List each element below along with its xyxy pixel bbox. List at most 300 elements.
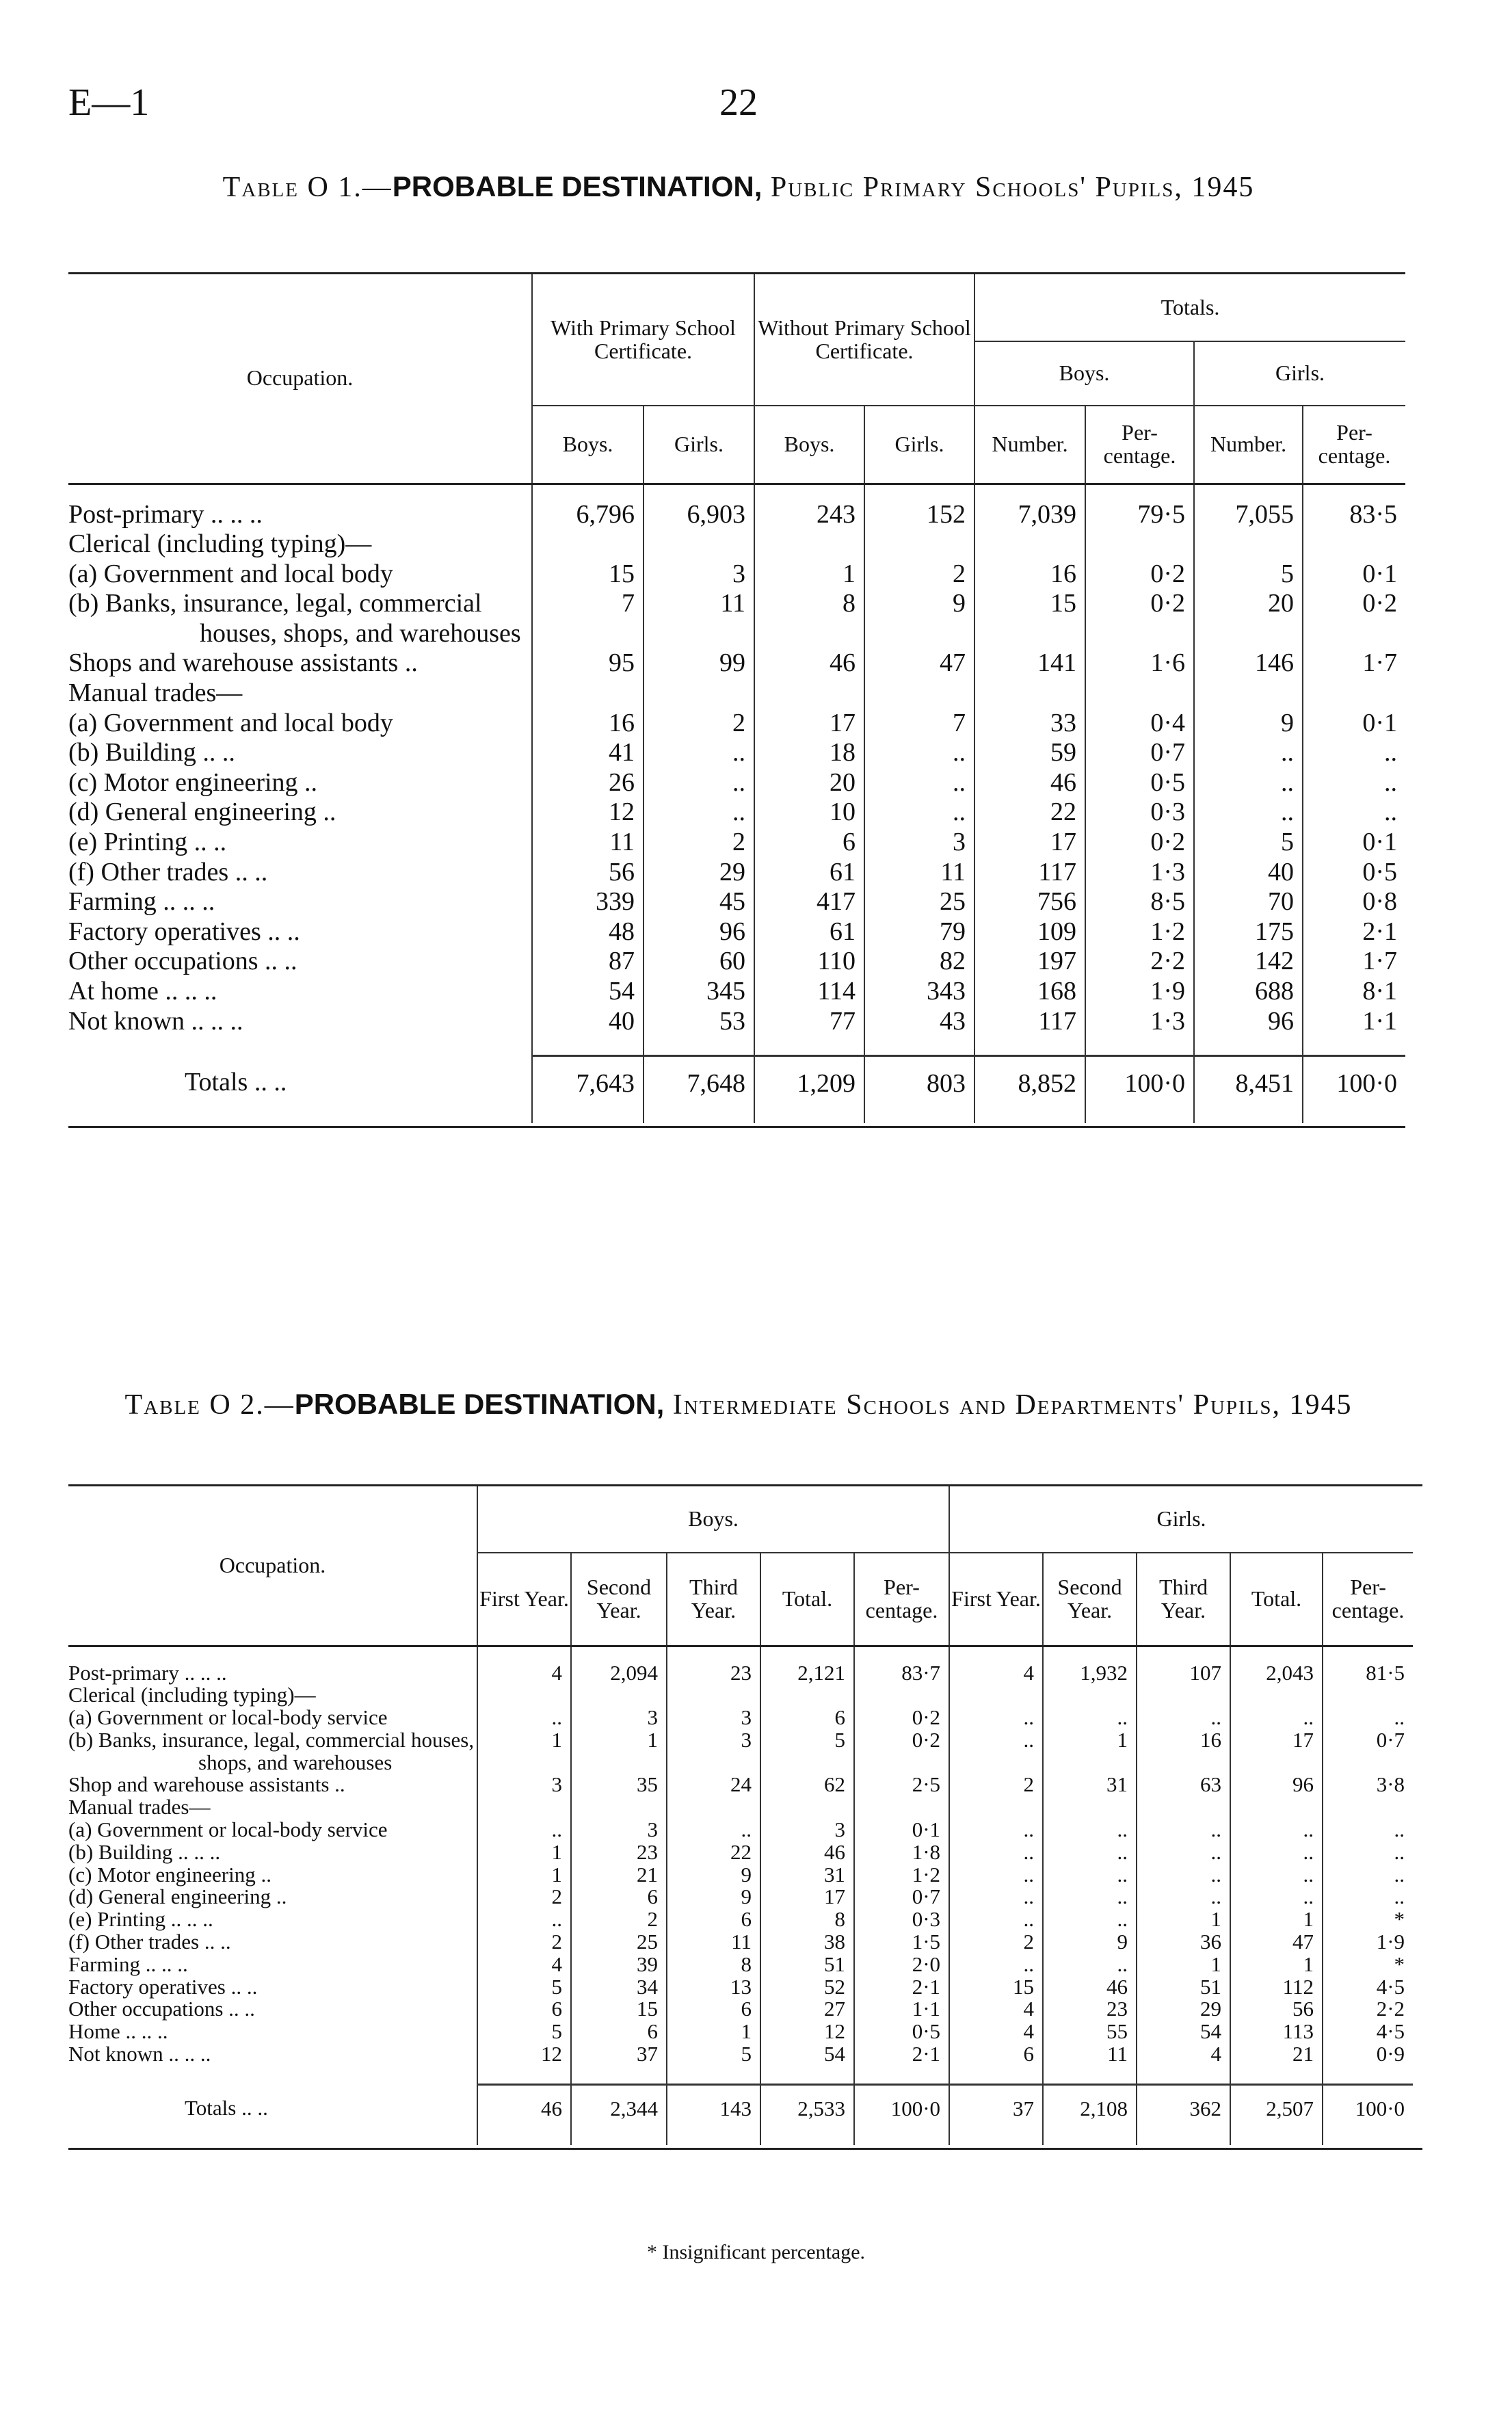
table2-cell: 3 — [667, 1729, 760, 1774]
table1-cell: 1·1 — [1303, 1007, 1405, 1037]
table2-cell: 46 — [1043, 1976, 1137, 1999]
table2-cell: .. — [1323, 1886, 1413, 1908]
table2-cell: 6 — [667, 1908, 760, 1931]
table2-cell: 13 — [667, 1976, 760, 1999]
table1-cell: 117 — [974, 1007, 1085, 1037]
table2-cell: .. — [1043, 1707, 1137, 1729]
table2-cell: .. — [949, 1908, 1043, 1931]
table1-row — [68, 947, 1405, 977]
table2-cell — [571, 1796, 667, 1819]
table1-cell: 1·7 — [1303, 648, 1405, 679]
table2-row-label: Other occupations .. .. — [68, 1997, 255, 2021]
table1-row — [68, 560, 1405, 590]
table1-cell — [1194, 679, 1303, 709]
table2-cell: 96 — [1230, 1774, 1323, 1796]
table2-cell: 63 — [1137, 1774, 1230, 1796]
table2-cell: 2 — [571, 1908, 667, 1931]
table1-cell — [754, 679, 864, 709]
table2-cell — [1230, 1684, 1323, 1707]
table2-cell: 113 — [1230, 2021, 1323, 2043]
table1-cell — [974, 529, 1085, 560]
table2-cell: 52 — [760, 1976, 854, 1999]
table1-cell: 16 — [532, 709, 644, 739]
table1-row — [68, 709, 1405, 739]
table2-cell: .. — [1230, 1886, 1323, 1908]
table2-subheader: Total. — [1230, 1553, 1323, 1646]
table1-row-label: Farming .. .. .. — [68, 887, 215, 917]
table2-cell: .. — [667, 1819, 760, 1841]
table1-subheader: Number. — [1194, 406, 1303, 484]
table1-cell: 8 — [754, 589, 864, 648]
table2-cell: .. — [1043, 1908, 1137, 1931]
table2-spacer-cell — [760, 1646, 854, 1662]
table1-cell: 1·7 — [1303, 947, 1405, 977]
table2-cell: .. — [1230, 1819, 1323, 1841]
table1-spacer-cell — [644, 1036, 754, 1055]
table2-spacer-cell — [854, 2066, 949, 2085]
table2-cell: 1 — [667, 2021, 760, 2043]
table1-cell: .. — [1194, 768, 1303, 798]
table1-header-totals-girls: Girls. — [1194, 341, 1405, 406]
table2-cell: .. — [949, 1819, 1043, 1841]
table1-totals-label: Totals .. .. — [185, 1068, 287, 1097]
table1-cell: 25 — [864, 887, 974, 917]
table1-subheader: Per-centage. — [1303, 406, 1405, 484]
table1-row — [68, 1007, 1405, 1037]
table2-totals-cell: 100·0 — [1323, 2085, 1413, 2145]
table1-header-totals: Totals. — [974, 274, 1405, 341]
table2-cell: 21 — [1230, 2043, 1323, 2066]
table2-subheader: Second Year. — [1043, 1553, 1137, 1646]
table2-totals-cell: 2,507 — [1230, 2085, 1323, 2145]
table1-row-label: Other occupations .. .. — [68, 947, 297, 976]
table1-cell: 0·2 — [1085, 828, 1194, 858]
table1-cell: 54 — [532, 977, 644, 1007]
table2-spacer-cell — [1137, 1646, 1230, 1662]
table1-cell: 96 — [644, 917, 754, 947]
table2-cell — [854, 1684, 949, 1707]
table2-spacer-cell — [667, 1646, 760, 1662]
table1-cell: 5 — [1194, 560, 1303, 590]
table2-cell: 2,094 — [571, 1662, 667, 1685]
table1-cell: 41 — [532, 738, 644, 768]
table2-cell — [1137, 1684, 1230, 1707]
table1-cell: 99 — [644, 648, 754, 679]
table2-row — [68, 1908, 1413, 1931]
table2-subheader: First Year. — [949, 1553, 1043, 1646]
table2-cell: 3·8 — [1323, 1774, 1413, 1796]
table2-row-label: Clerical (including typing)— — [68, 1683, 316, 1707]
table2-cell: .. — [1043, 1819, 1137, 1841]
table2-cell: .. — [1137, 1841, 1230, 1864]
table2-cell: .. — [1137, 1819, 1230, 1841]
table2-cell: 4 — [949, 2021, 1043, 2043]
table2-cell — [1323, 1796, 1413, 1819]
table2-cell: 51 — [760, 1954, 854, 1976]
table2-totals-cell: 37 — [949, 2085, 1043, 2145]
table2-cell: 55 — [1043, 2021, 1137, 2043]
table2-totals-cell: 2,108 — [1043, 2085, 1137, 2145]
table1-cell: 87 — [532, 947, 644, 977]
table2-spacer-cell — [854, 1646, 949, 1662]
table1-cell: 142 — [1194, 947, 1303, 977]
table2-cell — [854, 1796, 949, 1819]
table2-cell: 22 — [667, 1841, 760, 1864]
table1-cell: .. — [1194, 738, 1303, 768]
table1-cell: 197 — [974, 947, 1085, 977]
table2-row-label: Home .. .. .. — [68, 2019, 168, 2044]
table2-spacer-cell — [1230, 1646, 1323, 1662]
table2-row — [68, 2021, 1413, 2043]
table2-totals-cell: 100·0 — [854, 2085, 949, 2145]
table2-cell: 23 — [1043, 1998, 1137, 2021]
table1-totals-cell: 100·0 — [1303, 1055, 1405, 1123]
table1-row — [68, 858, 1405, 888]
table2-cell: 27 — [760, 1998, 854, 2021]
table1-spacer-cell — [1303, 484, 1405, 500]
table2-cell: 6 — [477, 1998, 571, 2021]
table2-cell: 16 — [1137, 1729, 1230, 1774]
table2-cell: 23 — [667, 1662, 760, 1685]
table2-row — [68, 1707, 1413, 1729]
table2-cell: 0·3 — [854, 1908, 949, 1931]
table2-cell — [667, 1796, 760, 1819]
table1-header-occupation: Occupation. — [246, 365, 354, 391]
table1-cell: 1·6 — [1085, 648, 1194, 679]
table2-cell: .. — [1323, 1841, 1413, 1864]
table1-cell: 0·1 — [1303, 560, 1405, 590]
table1-spacer-cell — [1303, 1036, 1405, 1055]
table1-cell — [1194, 529, 1303, 560]
table1-cell: 8·5 — [1085, 887, 1194, 917]
table2-spacer-cell — [1230, 2066, 1323, 2085]
table2-row — [68, 1841, 1413, 1864]
table2-cell: 38 — [760, 1931, 854, 1954]
table2-row — [68, 1864, 1413, 1887]
table2-cell: 1 — [1043, 1729, 1137, 1774]
table1-cell: 46 — [974, 768, 1085, 798]
table2-spacer-cell — [477, 1646, 571, 1662]
table2-cell: 2 — [949, 1931, 1043, 1954]
table1-cell: 53 — [644, 1007, 754, 1037]
table1 — [68, 274, 1405, 1123]
table2-cell: .. — [949, 1886, 1043, 1908]
table2-cell: 21 — [571, 1864, 667, 1887]
table1-cell: .. — [644, 738, 754, 768]
table1-title-bold: PROBABLE DESTINATION, — [392, 170, 762, 202]
table1-subheader: Number. — [974, 406, 1085, 484]
table1-row-label: (e) Printing .. .. — [68, 828, 227, 857]
table1-cell: 11 — [532, 828, 644, 858]
table2-cell: .. — [1137, 1864, 1230, 1887]
table2-cell: 4·5 — [1323, 1976, 1413, 1999]
table2-cell: .. — [949, 1707, 1043, 1729]
table1-cell: 7 — [532, 589, 644, 648]
table2-title-prefix: Table O 2.— — [124, 1389, 295, 1421]
table1-cell: 1·3 — [1085, 858, 1194, 888]
table1-cell: 146 — [1194, 648, 1303, 679]
table2-cell: 0·5 — [854, 2021, 949, 2043]
table2-cell: 47 — [1230, 1931, 1323, 1954]
table1-bottom-rule — [68, 1126, 1405, 1128]
table1-cell: 0·2 — [1085, 560, 1194, 590]
table1-cell: 26 — [532, 768, 644, 798]
table1-row — [68, 828, 1405, 858]
table1-cell: 17 — [754, 709, 864, 739]
table1-cell: 117 — [974, 858, 1085, 888]
table2-cell: .. — [1043, 1864, 1137, 1887]
table2-cell: 2,043 — [1230, 1662, 1323, 1685]
table2-cell: 12 — [760, 2021, 854, 2043]
table1-cell: 2·1 — [1303, 917, 1405, 947]
table1-cell: 110 — [754, 947, 864, 977]
table2-cell — [667, 1684, 760, 1707]
table1-totals-cell: 8,852 — [974, 1055, 1085, 1123]
table1-cell: 2 — [644, 709, 754, 739]
table2-header-boys: Boys. — [477, 1486, 949, 1553]
table1-cell: 417 — [754, 887, 864, 917]
table1-cell: .. — [644, 768, 754, 798]
table2-subheader: Third Year. — [667, 1553, 760, 1646]
table2-row-label: (d) General engineering .. — [68, 1884, 287, 1909]
table2-cell: .. — [1137, 1886, 1230, 1908]
table1-spacer-cell — [974, 484, 1085, 500]
table2-cell: 17 — [1230, 1729, 1323, 1774]
table2-cell: 6 — [667, 1998, 760, 2021]
table1-cell: 46 — [754, 648, 864, 679]
table2-cell: 0·1 — [854, 1819, 949, 1841]
table1-cell: 45 — [644, 887, 754, 917]
table2-cell: .. — [1230, 1841, 1323, 1864]
table1-cell: 343 — [864, 977, 974, 1007]
table1-cell: 79·5 — [1085, 500, 1194, 530]
table1-row — [68, 977, 1405, 1007]
table2-title — [68, 1387, 1409, 1422]
table2-cell: .. — [1230, 1707, 1323, 1729]
table1-row-label: Factory operatives .. .. — [68, 917, 300, 946]
table1-subheader: Girls. — [644, 406, 754, 484]
table2-cell: 17 — [760, 1886, 854, 1908]
table1-spacer-cell — [1085, 1036, 1194, 1055]
table1-totals-cell: 7,643 — [532, 1055, 644, 1123]
table1-cell: 22 — [974, 798, 1085, 828]
table1-cell: 40 — [1194, 858, 1303, 888]
table1-cell: 11 — [864, 858, 974, 888]
table2-spacer-cell — [949, 1646, 1043, 1662]
table1-row — [68, 887, 1405, 917]
table1-cell: 345 — [644, 977, 754, 1007]
table2-cell: 5 — [477, 2021, 571, 2043]
table2-cell: .. — [949, 1954, 1043, 1976]
table2-footnote: * Insignificant percentage. — [646, 2241, 866, 2263]
table2-row-label: Factory operatives .. .. — [68, 1974, 258, 1999]
table2-cell: 2·0 — [854, 1954, 949, 1976]
table1-cell: 82 — [864, 947, 974, 977]
table2-spacer-cell — [949, 2066, 1043, 2085]
table1-cell: .. — [644, 798, 754, 828]
table2-cell: 6 — [760, 1707, 854, 1729]
table1-cell — [1303, 679, 1405, 709]
table1-cell: 3 — [864, 828, 974, 858]
table1-cell: 70 — [1194, 887, 1303, 917]
table1-spacer-cell — [68, 1036, 532, 1055]
table1-row-label: Post-primary .. .. .. — [68, 499, 263, 529]
table1-spacer-row — [68, 484, 1405, 500]
table1-totals-cell: 7,648 — [644, 1055, 754, 1123]
table2-cell: .. — [1043, 1841, 1137, 1864]
table2-spacer-row — [68, 2066, 1413, 2085]
table2-cell: * — [1323, 1954, 1413, 1976]
table2-row-label: Manual trades— — [68, 1795, 211, 1819]
table2-cell — [1137, 1796, 1230, 1819]
table2-cell: .. — [477, 1908, 571, 1931]
table2-cell: 35 — [571, 1774, 667, 1796]
table1-cell: 77 — [754, 1007, 864, 1037]
table2-spacer-cell — [1137, 2066, 1230, 2085]
table1-row-label: (c) Motor engineering .. — [68, 767, 318, 797]
table2-cell: .. — [1043, 1886, 1137, 1908]
table2-spacer-cell — [1323, 1646, 1413, 1662]
table2-subheader: Total. — [760, 1553, 854, 1646]
table1-cell: 17 — [974, 828, 1085, 858]
table1-row-label: Not known .. .. .. — [68, 1006, 243, 1036]
table1-spacer-cell — [864, 484, 974, 500]
table2-cell: 1 — [477, 1841, 571, 1864]
table1-cell: 2 — [644, 828, 754, 858]
table1-row — [68, 917, 1405, 947]
table2-cell: 24 — [667, 1774, 760, 1796]
table2-cell: 6 — [571, 2021, 667, 2043]
table1-cell: .. — [1303, 798, 1405, 828]
table1-cell: 0·3 — [1085, 798, 1194, 828]
table1-cell: 96 — [1194, 1007, 1303, 1037]
table1-row — [68, 529, 1405, 560]
table1-cell: 2 — [864, 560, 974, 590]
table2-cell: 31 — [760, 1864, 854, 1887]
table2-row — [68, 1774, 1413, 1796]
table1-row — [68, 738, 1405, 768]
table1-cell: 47 — [864, 648, 974, 679]
table1-cell: 688 — [1194, 977, 1303, 1007]
table2-cell — [477, 1796, 571, 1819]
table2-cell: 2,121 — [760, 1662, 854, 1685]
table1-cell: 9 — [864, 589, 974, 648]
table2-cell: 4 — [477, 1954, 571, 1976]
table2-totals-cell: 2,533 — [760, 2085, 854, 2145]
table1-cell: 61 — [754, 858, 864, 888]
table1-cell: 79 — [864, 917, 974, 947]
table1-cell: 18 — [754, 738, 864, 768]
table2-title-rest: Intermediate Schools and Departments' Pupils, 1945 — [672, 1389, 1353, 1421]
table1-cell: 83·5 — [1303, 500, 1405, 530]
table1-header-totals-boys: Boys. — [974, 341, 1194, 406]
table1-cell: 243 — [754, 500, 864, 530]
table1-cell: 12 — [532, 798, 644, 828]
table2-cell: 1 — [1137, 1908, 1230, 1931]
table2-cell — [760, 1796, 854, 1819]
table2-row — [68, 1931, 1413, 1954]
table1-cell: 7,055 — [1194, 500, 1303, 530]
table1-cell: 29 — [644, 858, 754, 888]
table1-cell: 5 — [1194, 828, 1303, 858]
table1-cell: 6,903 — [644, 500, 754, 530]
table2-cell: 2·1 — [854, 1976, 949, 1999]
table1-cell: 61 — [754, 917, 864, 947]
table1-cell: 1·2 — [1085, 917, 1194, 947]
table1-cell: 168 — [974, 977, 1085, 1007]
table2-cell: 1 — [571, 1729, 667, 1774]
table1-cell — [974, 679, 1085, 709]
table2-cell: 4 — [949, 1662, 1043, 1685]
table2-spacer-cell — [68, 1646, 477, 1662]
table2-totals-label: Totals .. .. — [185, 2095, 268, 2120]
table2-cell: 4·5 — [1323, 2021, 1413, 2043]
table2-cell: 6 — [571, 1886, 667, 1908]
table2-cell — [949, 1684, 1043, 1707]
table1-totals-cell: 803 — [864, 1055, 974, 1123]
table2-cell: .. — [1137, 1707, 1230, 1729]
table1-cell: 9 — [1194, 709, 1303, 739]
table2-cell: 2 — [477, 1931, 571, 1954]
table2-cell: .. — [949, 1864, 1043, 1887]
table1-cell — [864, 679, 974, 709]
table1-cell: 3 — [644, 560, 754, 590]
table2-title-bold: PROBABLE DESTINATION, — [294, 1388, 665, 1420]
table1-spacer-cell — [1194, 1036, 1303, 1055]
table1-cell: 6 — [754, 828, 864, 858]
table2-spacer-cell — [1323, 2066, 1413, 2085]
table2-cell: 6 — [949, 2043, 1043, 2066]
table2-totals-cell: 143 — [667, 2085, 760, 2145]
table2-cell: 8 — [667, 1954, 760, 1976]
table2-cell: 4 — [1137, 2043, 1230, 2066]
table2-row-label: (b) Building .. .. .. — [68, 1839, 221, 1864]
table1-cell — [1085, 529, 1194, 560]
table2-cell: .. — [1043, 1954, 1137, 1976]
table1-title — [68, 170, 1409, 205]
table2-cell: 51 — [1137, 1976, 1230, 1999]
table2-totals-cell: 2,344 — [571, 2085, 667, 2145]
table2-row-label: Farming .. .. .. — [68, 1952, 188, 1976]
table2-row — [68, 1998, 1413, 2021]
table2-cell: 12 — [477, 2043, 571, 2066]
table1-cell: .. — [1194, 798, 1303, 828]
page-number: 22 — [719, 81, 758, 124]
table1-cell: 40 — [532, 1007, 644, 1037]
table1-cell: 8·1 — [1303, 977, 1405, 1007]
table2-totals-cell: 46 — [477, 2085, 571, 2145]
table2-cell — [571, 1684, 667, 1707]
table2-cell: .. — [1323, 1707, 1413, 1729]
table1-row — [68, 768, 1405, 798]
table2-cell: 3 — [667, 1707, 760, 1729]
table2-cell: 3 — [571, 1707, 667, 1729]
table2-cell: 15 — [571, 1998, 667, 2021]
table1-spacer-cell — [974, 1036, 1085, 1055]
table1-row-label: (a) Government and local body — [68, 559, 393, 588]
table2-cell: 34 — [571, 1976, 667, 1999]
table2-cell: .. — [477, 1707, 571, 1729]
table2-cell: 1,932 — [1043, 1662, 1137, 1685]
table2-cell: 0·9 — [1323, 2043, 1413, 2066]
table1-cell: .. — [1303, 738, 1405, 768]
table1-cell: 0·2 — [1303, 589, 1405, 648]
table1-cell: 0·2 — [1085, 589, 1194, 648]
table2-spacer-cell — [667, 2066, 760, 2085]
table1-cell: 114 — [754, 977, 864, 1007]
table1-cell: 11 — [644, 589, 754, 648]
table1-spacer-cell — [1194, 484, 1303, 500]
